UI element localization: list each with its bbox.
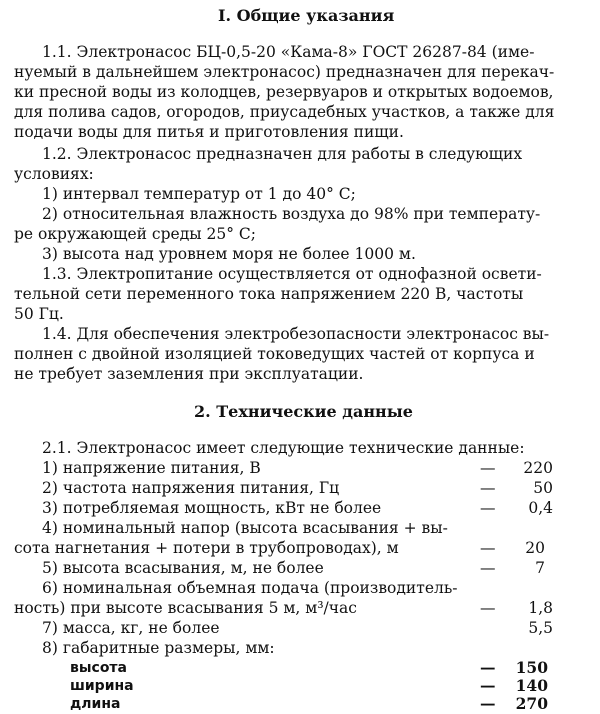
spec-row-label: ность) при высоте всасывания 5 м, м³/час — [14, 599, 357, 617]
spec-row-label: длина — [70, 696, 121, 712]
spec-row-value: 140 — [515, 676, 548, 695]
para-1-4-line1: 1.4. Для обеспечения электробезопасности электронасос вы- — [42, 325, 550, 343]
spec-row-label: 8) габаритные размеры, мм: — [42, 639, 275, 657]
para-1-4-line3: не требует заземления при эксплуатации. — [14, 365, 364, 383]
spec-row-dash: — — [480, 479, 496, 497]
spec-row-label: 7) масса, кг, не более — [42, 619, 220, 637]
section1-title: I. Общие указания — [218, 6, 395, 25]
spec-row-dash: — — [480, 694, 496, 713]
para-1-3-line2: тельной сети переменного тока напряжением 220 В, частоты — [14, 285, 524, 303]
para-1-2-line1: 1.2. Электронасос предназначен для работы в следующих — [42, 145, 523, 163]
para-1-3-line1: 1.3. Электропитание осуществляется от однофазной освети- — [42, 265, 542, 283]
para-1-2-line6: 3) высота над уровнем моря не более 1000 м. — [42, 245, 416, 263]
para-1-2-line3: 1) интервал температур от 1 до 40° С; — [42, 185, 356, 203]
spec-row-value: 5,5 — [528, 619, 553, 637]
spec-row-label: сота нагнетания + потери в трубопроводах), м — [14, 539, 399, 557]
para-1-1-line4: для полива садов, огородов, приусадебных участков, а также для — [14, 103, 555, 121]
para-1-2-line5: ре окружающей среды 25° С; — [14, 225, 256, 243]
spec-row-label: 2) частота напряжения питания, Гц — [42, 479, 340, 497]
spec-row-value: 20 — [525, 539, 545, 557]
para-1-2-line4: 2) относительная влажность воздуха до 98% при температу- — [42, 205, 541, 223]
spec-row-value: 0,4 — [528, 499, 553, 517]
spec-row-label: 4) номинальный напор (высота всасывания + вы- — [42, 519, 448, 537]
para-1-4-line2: полнен с двойной изоляцией токоведущих частей от корпуса и — [14, 345, 535, 363]
section2-title: 2. Технические данные — [194, 402, 413, 421]
spec-row-value: 270 — [515, 694, 548, 713]
spec-row-value: 150 — [515, 658, 548, 677]
spec-intro: 2.1. Электронасос имеет следующие технические данные: — [42, 439, 525, 457]
spec-row-dash: — — [480, 499, 496, 517]
spec-row-dash: — — [480, 539, 496, 557]
spec-row-value: 50 — [533, 479, 553, 497]
para-1-1-line5: подачи воды для питья и приготовления пищи. — [14, 123, 404, 141]
spec-row-label: ширина — [70, 678, 134, 694]
spec-row-dash: — — [480, 559, 496, 577]
para-1-1-line3: ки пресной воды из колодцев, резервуаров и открытых водоемов, — [14, 83, 554, 101]
spec-row-label: 5) высота всасывания, м, не более — [42, 559, 324, 577]
spec-row-label: 6) номинальная объемная подача (производитель- — [42, 579, 458, 597]
spec-row-value: 1,8 — [528, 599, 553, 617]
para-1-2-line2: условиях: — [14, 165, 94, 183]
spec-row-label: высота — [70, 660, 127, 676]
spec-row-dash: — — [480, 658, 496, 677]
spec-row-value: 7 — [535, 559, 545, 577]
spec-row-label: 1) напряжение питания, В — [42, 459, 261, 477]
spec-row-label: 3) потребляемая мощность, кВт не более — [42, 499, 382, 517]
para-1-3-line3: 50 Гц. — [14, 305, 64, 323]
para-1-1-line2: нуемый в дальнейшем электронасос) предназначен для перекач- — [14, 63, 555, 81]
spec-row-dash: — — [480, 459, 496, 477]
spec-row-dash: — — [480, 676, 496, 695]
spec-row-dash: — — [480, 599, 496, 617]
spec-row-value: 220 — [523, 459, 553, 477]
para-1-1-line1: 1.1. Электронасос БЦ-0,5-20 «Кама-8» ГОСТ 26287-84 (име- — [42, 43, 535, 61]
